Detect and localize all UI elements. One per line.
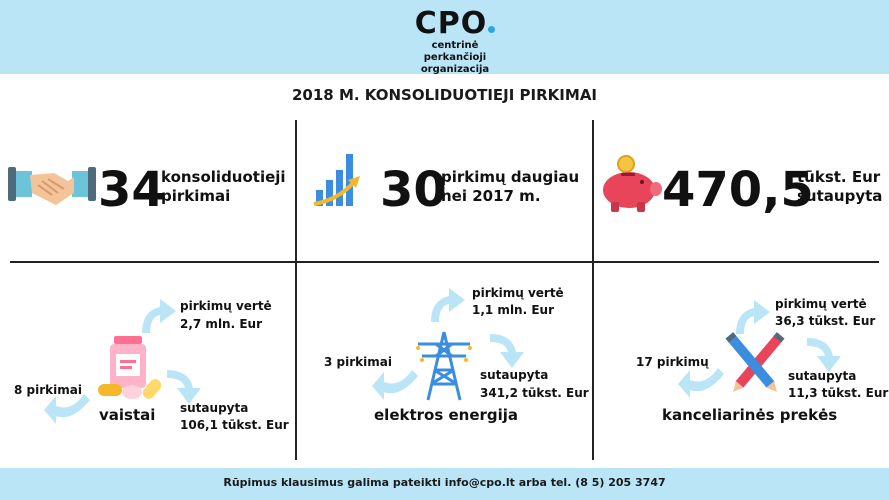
stat-value-more-purchases: 30: [380, 162, 447, 218]
header-bar: [0, 0, 889, 74]
value-label-vaistai: pirkimų vertė: [180, 299, 272, 313]
arrow-left-icon: [676, 366, 726, 402]
saved-kanceliarines-prekes: 11,3 tūkst. Eur: [788, 386, 889, 400]
footer-contact: Rūpimus klausimus galima pateikti info@cpo.lt arba tel. (8 5) 205 3747: [0, 468, 889, 500]
cpo-logo: CPO centrinė perkančioji organizacija: [400, 8, 510, 76]
value-elektros-energija: 1,1 mln. Eur: [472, 303, 554, 317]
handshake-icon: [8, 163, 96, 213]
value-label-kanceliarines-prekes: pirkimų vertė: [775, 297, 867, 311]
count-kanceliarines-prekes: 17 pirkimų: [636, 355, 709, 369]
arrow-up-icon: [732, 296, 772, 336]
stat-label-saved-1: tūkst. Eur: [797, 168, 881, 186]
arrow-left-icon: [370, 368, 420, 404]
stat-label-more-purchases-1: pirkimų daugiau: [441, 168, 580, 186]
arrow-right-icon: [488, 330, 528, 370]
category-name-elektros-energija: elektros energija: [374, 406, 519, 424]
logo-dot-icon: [488, 26, 495, 33]
piggy-bank-icon: [597, 154, 663, 214]
saved-label-kanceliarines-prekes: sutaupyta: [788, 369, 857, 383]
saved-label-vaistai: sutaupyta: [180, 401, 249, 415]
medicine-icon: [96, 336, 166, 402]
count-vaistai: 8 pirkimai: [14, 383, 82, 397]
saved-elektros-energija: 341,2 tūkst. Eur: [480, 386, 589, 400]
divider-horizontal: [10, 261, 879, 263]
value-label-elektros-energija: pirkimų vertė: [472, 286, 564, 300]
value-kanceliarines-prekes: 36,3 tūkst. Eur: [775, 314, 876, 328]
stat-value-saved: 470,5: [662, 162, 814, 218]
arrow-up-icon: [138, 295, 178, 335]
saved-label-elektros-energija: sutaupyta: [480, 368, 549, 382]
count-elektros-energija: 3 pirkimai: [324, 355, 392, 369]
value-vaistai: 2,7 mln. Eur: [180, 317, 262, 331]
logo-subtitle-line2: organizacija: [420, 64, 490, 75]
stat-label-saved-2: sutaupyta: [797, 187, 883, 205]
page-title: 2018 M. KONSOLIDUOTIEJI PIRKIMAI: [291, 86, 598, 104]
divider-vertical-2: [592, 120, 594, 460]
stat-label-consolidated-1: konsoliduotieji: [161, 168, 286, 186]
stat-label-consolidated-2: pirkimai: [161, 187, 231, 205]
category-name-kanceliarines-prekes: kanceliarinės prekės: [662, 406, 838, 424]
pencils-icon: [722, 336, 788, 396]
logo-subtitle-line1: centrinė perkančioji: [423, 40, 487, 63]
saved-vaistai: 106,1 tūkst. Eur: [180, 418, 289, 432]
divider-vertical-1: [295, 120, 297, 460]
power-tower-icon: [414, 330, 474, 402]
arrow-up-icon: [427, 284, 467, 324]
stat-value-consolidated: 34: [98, 162, 165, 218]
stat-label-more-purchases-2: nei 2017 m.: [441, 187, 541, 205]
growth-chart-icon: [314, 152, 362, 208]
category-name-vaistai: vaistai: [99, 406, 156, 424]
